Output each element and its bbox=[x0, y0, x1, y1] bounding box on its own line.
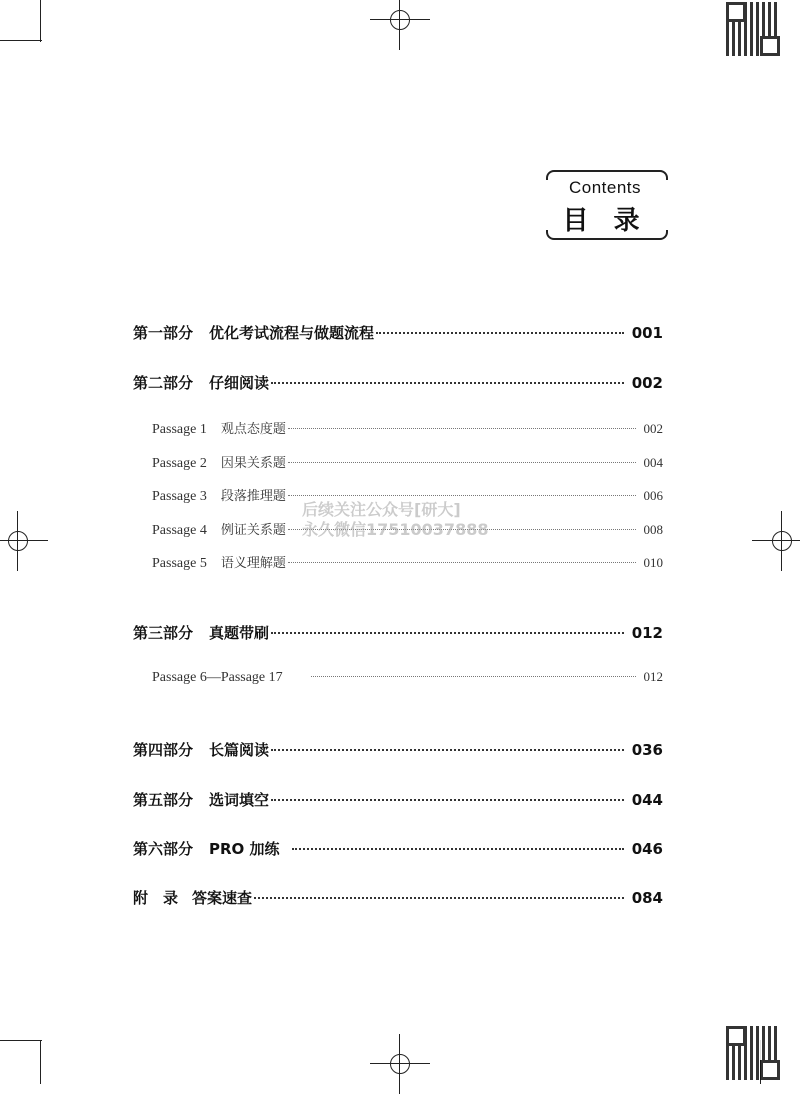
toc-title: 答案速查 bbox=[192, 889, 253, 907]
toc-entry[interactable] bbox=[133, 838, 663, 862]
toc-part: 第六部分 bbox=[133, 840, 194, 858]
toc-entry[interactable] bbox=[133, 322, 663, 346]
watermark-line: 永久微信17510037888 bbox=[302, 520, 489, 539]
crop-mark bbox=[40, 0, 41, 42]
contents-header bbox=[546, 170, 664, 240]
toc-title: 选词填空 bbox=[209, 791, 270, 809]
toc-title: 因果关系题 bbox=[220, 456, 286, 471]
toc-part: 第二部分 bbox=[133, 374, 194, 392]
toc-passage: Passage 1 bbox=[152, 422, 207, 437]
toc-entry[interactable] bbox=[133, 372, 663, 396]
qr-code-icon bbox=[726, 2, 780, 56]
toc-title: 真题带刷 bbox=[209, 624, 270, 642]
toc-page: 008 bbox=[643, 522, 663, 537]
toc-subentry[interactable] bbox=[133, 552, 663, 572]
dot-leader bbox=[271, 799, 624, 801]
dot-leader bbox=[288, 495, 636, 496]
dot-leader bbox=[376, 332, 624, 334]
registration-mark-right bbox=[752, 511, 800, 571]
toc-part: 第一部分 bbox=[133, 324, 194, 342]
toc-page: 084 bbox=[631, 889, 663, 907]
toc-page: 036 bbox=[631, 741, 663, 759]
crop-mark bbox=[40, 1040, 41, 1084]
contents-title-zh: 目 录 bbox=[562, 206, 648, 236]
toc-title: 例证关系题 bbox=[220, 523, 286, 538]
toc-entry[interactable] bbox=[133, 622, 663, 646]
toc-passage: Passage 2 bbox=[152, 456, 207, 471]
toc-title: 语义理解题 bbox=[220, 556, 286, 571]
toc-subentry[interactable] bbox=[133, 452, 663, 472]
registration-mark-bottom bbox=[370, 1034, 430, 1094]
toc-page: 012 bbox=[643, 669, 663, 684]
header-bracket-bottom bbox=[546, 230, 668, 240]
watermark bbox=[302, 500, 502, 540]
toc-page: 010 bbox=[643, 555, 663, 570]
toc-page: 046 bbox=[631, 840, 663, 858]
registration-mark-left bbox=[0, 511, 48, 571]
toc-part: 第五部分 bbox=[133, 791, 194, 809]
toc-page: 004 bbox=[643, 455, 663, 470]
toc-passage: Passage 4 bbox=[152, 523, 207, 538]
toc-passage: Passage 5 bbox=[152, 556, 207, 571]
dot-leader bbox=[288, 428, 636, 429]
toc-entry[interactable] bbox=[133, 739, 663, 763]
toc-title: PRO 加练 bbox=[209, 840, 280, 858]
watermark-line: 后续关注公众号[研大] bbox=[302, 500, 461, 519]
toc-title: 仔细阅读 bbox=[209, 374, 270, 392]
dot-leader bbox=[292, 848, 624, 850]
dot-leader bbox=[311, 676, 636, 677]
dot-leader bbox=[254, 897, 624, 899]
dot-leader bbox=[271, 749, 624, 751]
dot-leader bbox=[288, 562, 636, 563]
toc-entry[interactable] bbox=[133, 887, 663, 911]
toc-part: 第三部分 bbox=[133, 624, 194, 642]
toc-title: 长篇阅读 bbox=[209, 741, 270, 759]
toc-passage: Passage 3 bbox=[152, 489, 207, 504]
toc-part: 第四部分 bbox=[133, 741, 194, 759]
toc-page: 002 bbox=[643, 421, 663, 436]
crop-mark bbox=[0, 40, 42, 41]
toc-subentry[interactable] bbox=[133, 669, 663, 689]
toc-subentry[interactable] bbox=[133, 418, 663, 438]
toc-passage: Passage 6—Passage 17 bbox=[152, 670, 283, 685]
dot-leader bbox=[271, 382, 624, 384]
contents-title-en: Contents bbox=[568, 178, 642, 197]
toc-title: 段落推理题 bbox=[220, 489, 286, 504]
toc-page: 001 bbox=[631, 324, 663, 342]
dot-leader bbox=[288, 462, 636, 463]
qr-code-icon bbox=[726, 1026, 780, 1080]
toc-title: 优化考试流程与做题流程 bbox=[209, 324, 375, 342]
toc-part: 附 录 bbox=[133, 889, 179, 907]
toc-page: 044 bbox=[631, 791, 663, 809]
toc-page: 002 bbox=[631, 374, 663, 392]
toc-entry[interactable] bbox=[133, 789, 663, 813]
registration-mark-top bbox=[370, 0, 430, 50]
crop-mark bbox=[0, 1040, 42, 1041]
dot-leader bbox=[271, 632, 624, 634]
toc-title: 观点态度题 bbox=[220, 422, 286, 437]
toc-page: 006 bbox=[643, 488, 663, 503]
toc-page: 012 bbox=[631, 624, 663, 642]
